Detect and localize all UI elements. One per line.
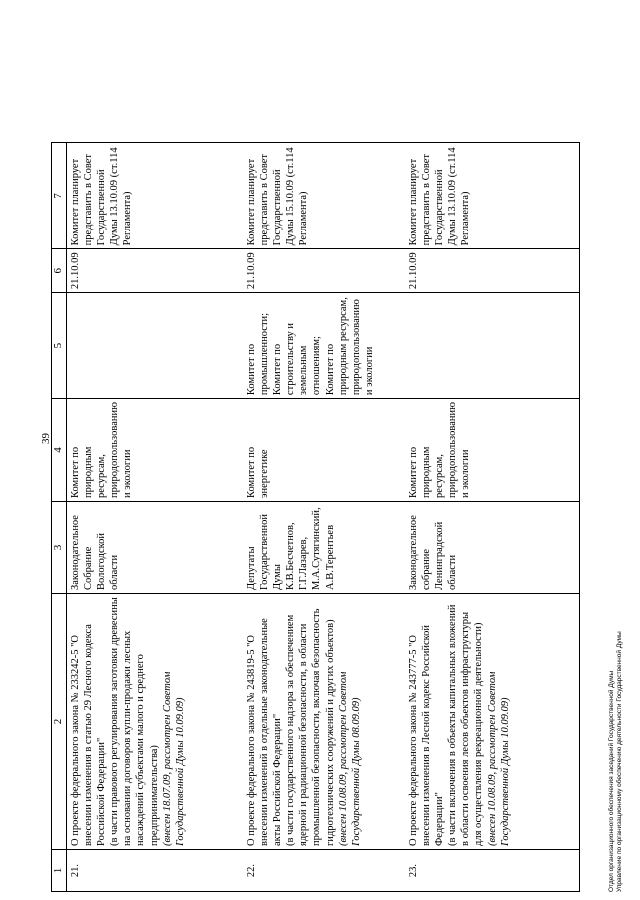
footer-line-1: Отдел организационного обеспечения заседаний Государственной Думы [608,670,615,892]
proposal-cell: Комитет планирует представить в Совет Государственной Думы 15.10.09 (ст.114 Регламента) [243,143,405,249]
author-cell: Законодательное Собрание Вологодской области [66,502,243,594]
deadline-cell: 21.10.09 [405,249,580,293]
bills-table [51,142,580,892]
header-col-1: 1 [52,850,67,892]
header-col-7: 7 [52,143,67,249]
bill-scope: (в части правового регулирования заготовки древесины на основании договоров купли-продажи лесных насаждений субъектами малого и среднего предпринимательства) [109,597,160,846]
row-number: 23. [405,850,580,892]
header-col-6: 6 [52,249,67,293]
bill-note: (внесен 10.08.09, рассмотрен Советом Государственной Думы 08.09.09) [337,671,362,846]
bill-title: О проекте федерального закона № 233242-5 "О внесении изменения в статью 29 Лесного кодекса Российской Федерации" [69,624,107,846]
bill-cell [243,594,405,850]
header-col-3: 3 [52,502,67,594]
header-col-4: 4 [52,399,67,502]
row-number: 21. [66,850,243,892]
committee-cell: Комитет по природным ресурсам, природопользованию и экологии [405,399,580,502]
deadline-cell: 21.10.09 [243,249,405,293]
bill-scope: (в части государственного надзора за обеспечением ядерной и радиационной безопасности, в области промышленной безопасности, включая безопасность гидротехнических сооружений и других объектов) [285,608,336,846]
table-row [243,143,405,892]
proposal-cell: Комитет планирует представить в Совет Государственной Думы 13.10.09 (ст.114 Регламента) [405,143,580,249]
deadline-cell: 21.10.09 [66,249,243,293]
bill-note: (внесен 10.08.09, рассмотрен Советом Государственной Думы 10.09.09) [486,671,511,846]
footer [608,631,625,892]
author-cell: Законодательное собрание Ленинградской области [405,502,580,594]
footer-line-2: Управление по организационному обеспечению деятельности Государственной Думы [616,631,624,892]
committee-cell: Комитет по энергетике [243,399,405,502]
author-cell: Депутаты Государственной Думы К.В.Бесчетнов, Г.Г.Лазарев, М.А.Сутягинский, А.В.Терентьев [243,502,405,594]
co-committees-cell: Комитет по промышленности; Комитет по строительству и земельным отношениям; Комитет по природным ресурсам, природопользованию и экологии [243,293,405,399]
co-committees-cell [405,293,580,399]
bill-cell [66,594,243,850]
committee-cell: Комитет по природным ресурсам, природопользованию и экологии [66,399,243,502]
table-row [66,143,243,892]
bill-cell [405,594,580,850]
bill-title: О проекте федерального закона № 243777-5 "О внесении изменения в Лесной кодекс Российской Федерации" [407,624,445,846]
bill-scope: (в части включения в объекты капитальных вложений в области освоения лесов объектов инфраструктуры для осуществления рекреационной деятельности) [447,604,485,846]
table-row [405,143,580,892]
header-col-2: 2 [52,594,67,850]
proposal-cell: Комитет планирует представить в Совет Государственной Думы 13.10.09 (ст.114 Регламента) [66,143,243,249]
header-row [52,143,67,892]
header-col-5: 5 [52,293,67,399]
bill-note: (внесен 18.07.09, рассмотрен Советом Государственной Думы 10.09.09) [161,671,186,846]
row-number: 22. [243,850,405,892]
co-committees-cell [66,293,243,399]
page-number: 39 [40,433,52,444]
bill-title: О проекте федерального закона № 243819-5 "О внесении изменений в отдельные законодательные акты Российской Федерации" [245,618,283,846]
